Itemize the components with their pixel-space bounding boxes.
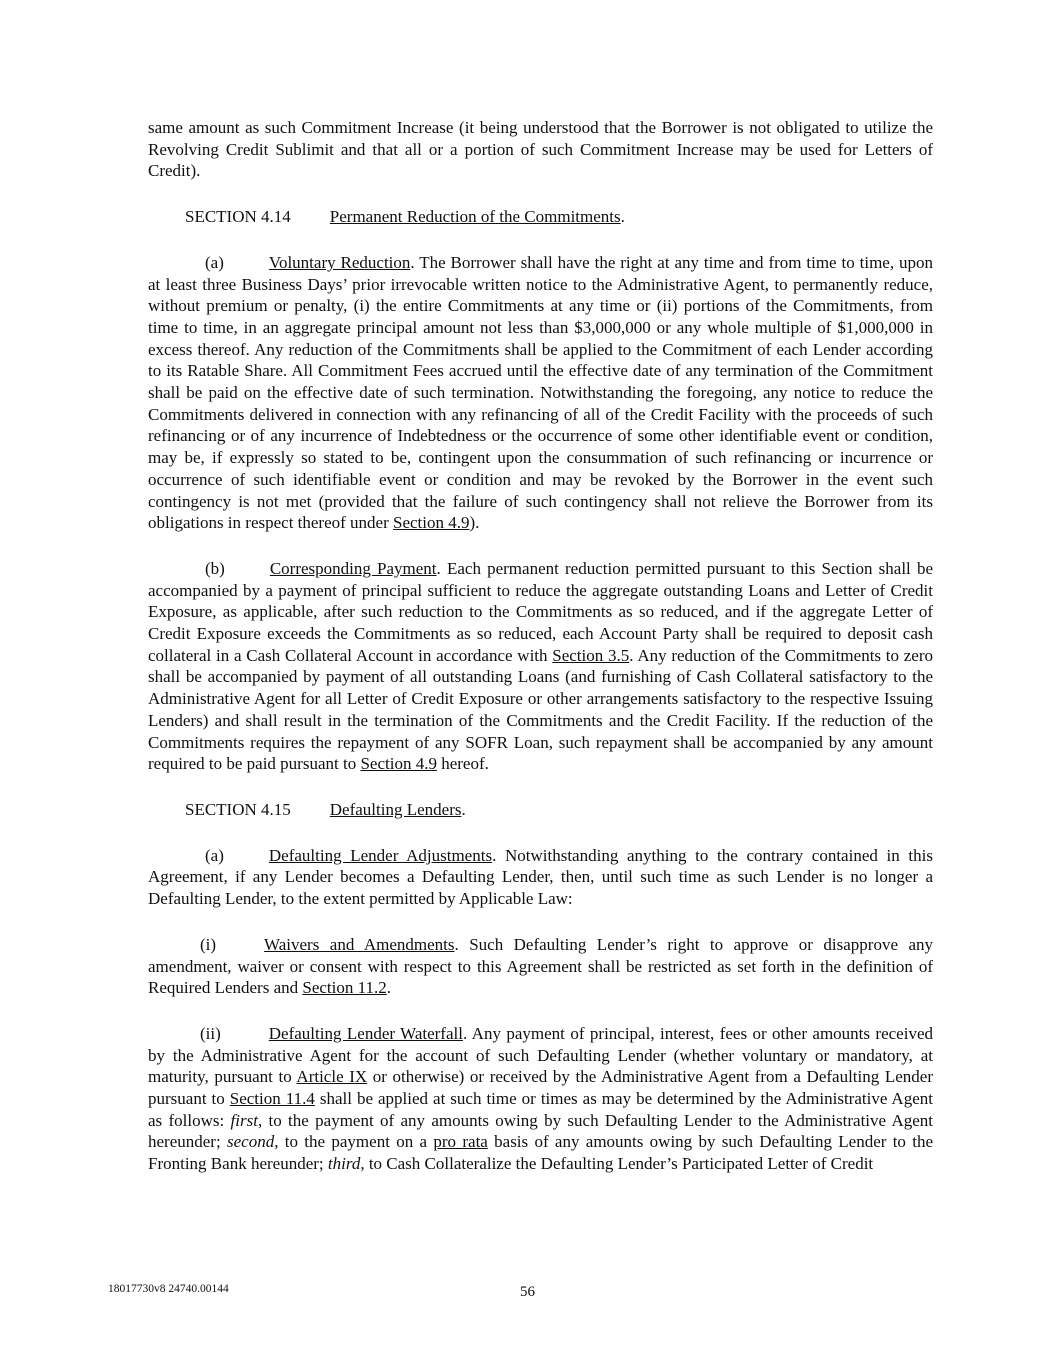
paragraph-title: Waivers and Amendments [264, 934, 455, 954]
document-body [148, 117, 933, 1199]
body-text: . The Borrower shall have the right at any time and from time to time, upon at least three Business Days’ prior irrevocable written notice to the Administrative Agent, to permanently reduce, without premium or penalty, (i) the entire Commitments at any time or (ii) portions of the Commitments, from time to time, in an aggregate principal amount not less than $3,000,000 or any whole multiple of $1,000,000 in excess thereof. Any reduction of the Commitments shall be applied to the Commitment of each Lender according to its Ratable Share. All Commitment Fees accrued until the effective date of any termination of the Commitment shall be paid on the effective date of such termination. Notwithstanding the foregoing, any notice to reduce the Commitments delivered in connection with any refinancing of all of the Credit Facility with the proceeds of such refinancing or of any incurrence of Indebtedness or the occurrence of some other identifiable event or condition, may be, if expressly so stated to be, contingent upon the consummation of such refinancing or incurrence or occurrence of such identifiable event or condition and may be revoked by the Borrower in the event such contingency is not met (provided that the failure of such contingency shall not relieve the Borrower from its obligations in respect thereof under [148, 252, 933, 533]
page-number: 56 [520, 1284, 535, 1300]
paragraph-label: (a) [205, 845, 224, 865]
body-text: ). [469, 513, 480, 533]
ordinal-first: first [230, 1110, 258, 1130]
section-ref-4-9: Section 4.9 [393, 513, 470, 533]
body-text: hereof. [436, 754, 489, 774]
section-number: SECTION 4.14 [185, 207, 291, 227]
paragraph-4-14-b-corresponding-payment [148, 558, 933, 775]
body-text: . Such Defaulting Lender’s right to approve or disapprove any amendment, waiver or consent with respect to this Agreement shall be restricted as set forth in the definition of Required Lenders and [148, 934, 933, 998]
paragraph-4-14-a-voluntary-reduction [148, 252, 933, 534]
term-pro-rata: pro rata [433, 1132, 488, 1152]
body-text: , to Cash Collateralize the Defaulting Lender’s Participated Letter of Credit [360, 1154, 874, 1174]
section-number: SECTION 4.15 [185, 799, 291, 819]
paragraph-label: (b) [205, 558, 225, 578]
paragraph-title: Defaulting Lender Adjustments [268, 845, 493, 865]
body-text: basis of any amounts owing by such Defaulting Lender to the Fronting Bank hereunder; [148, 1132, 934, 1174]
body-text: , to the payment on a [274, 1132, 434, 1152]
document-id-stamp: 18017730v8 24740.00144 [108, 1283, 229, 1295]
body-text: . Any reduction of the Commitments to zero shall be accompanied by payment of all outstanding Loans (and furnishing of Cash Collateral satisfactory to the Administrative Agent for all Letter of Credit Exposure or other arrangements satisfactory to the respective Issuing Lenders) and shall result in the termination of the Commitments and the Credit Facility. If the reduction of the Commitments requires the repayment of any SOFR Loan, such repayment shall be accompanied by any amount required to be paid pursuant to [148, 645, 934, 774]
body-text: . Notwithstanding anything to the contrary contained in this Agreement, if any Lender becomes a Defaulting Lender, then, until such time as such Lender is no longer a Defaulting Lender, to the extent permitted by Applicable Law: [148, 845, 933, 909]
section-title: Permanent Reduction of the Commitments [329, 207, 621, 227]
paragraph-commitment-increase-continuation [148, 117, 933, 182]
paragraph-title: Voluntary Reduction [268, 252, 411, 272]
article-ref-ix: Article IX [296, 1067, 368, 1087]
ordinal-third: third [327, 1154, 361, 1174]
period: . [620, 207, 625, 227]
paragraph-title: Corresponding Payment [269, 558, 437, 578]
period: . [461, 799, 466, 819]
section-title: Defaulting Lenders [329, 799, 462, 819]
paragraph-label: (ii) [200, 1023, 221, 1043]
subparagraph-ii-defaulting-lender-waterfall [148, 1023, 933, 1175]
body-text: same amount as such Commitment Increase (it being understood that the Borrower is not obligated to utilize the Revolving Credit Sublimit and that all or a portion of such Commitment Increase may be used for Letters of Credit). [148, 118, 933, 181]
body-text: , to the payment of any amounts owing by such Defaulting Lender to the Administrative Agent hereunder; [148, 1110, 933, 1152]
section-heading-4-14 [148, 206, 933, 228]
section-ref-11-2: Section 11.2 [302, 978, 387, 998]
paragraph-label: (a) [205, 252, 224, 272]
body-text: . Each permanent reduction permitted pursuant to this Section shall be accompanied by a payment of principal sufficient to reduce the aggregate outstanding Loans and Letter of Credit Exposure, as applicable, after such reduction to the Commitments as so reduced, and if the aggregate Letter of Credit Exposure exceeds the Commitments as so reduced, each Account Party shall be required to deposit cash collateral in a Cash Collateral Account in accordance with [148, 558, 933, 665]
body-text: . Any payment of principal, interest, fees or other amounts received by the Administrative Agent for the account of such Defaulting Lender (whether voluntary or mandatory, at maturity, pursuant to [148, 1023, 933, 1087]
ordinal-second: second [227, 1132, 275, 1152]
section-ref-11-4: Section 11.4 [229, 1089, 315, 1109]
paragraph-title: Defaulting Lender Waterfall [268, 1023, 463, 1043]
body-text: . [386, 978, 391, 998]
subparagraph-i-waivers-and-amendments [148, 934, 933, 999]
section-heading-4-15 [148, 799, 933, 821]
section-ref-4-9: Section 4.9 [360, 754, 437, 774]
body-text: shall be applied at such time or times as may be determined by the Administrative Agent as follows: [148, 1089, 933, 1130]
section-ref-3-5: Section 3.5 [552, 645, 630, 665]
paragraph-4-15-a-defaulting-lender-adjustments [148, 845, 933, 910]
paragraph-label: (i) [200, 934, 217, 954]
body-text: or otherwise) or received by the Administrative Agent from a Defaulting Lender pursuant to [148, 1067, 933, 1109]
